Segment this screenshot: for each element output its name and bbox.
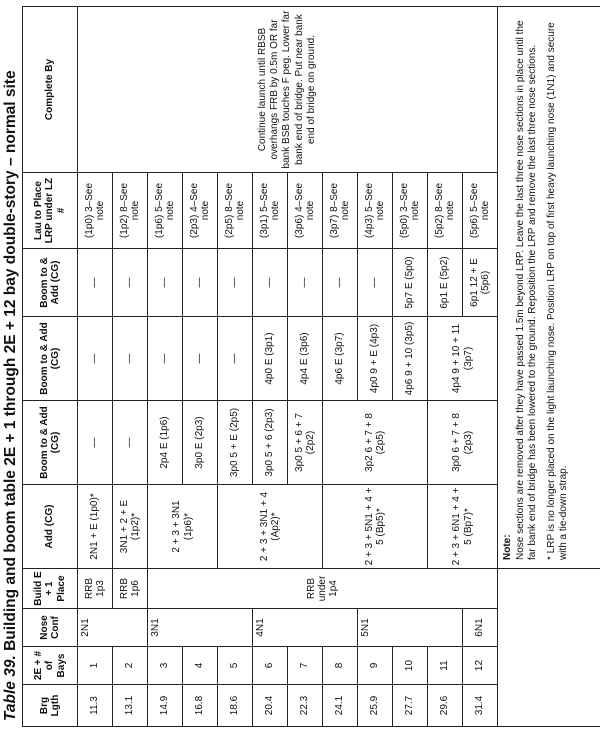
cell-bays: 3	[148, 647, 183, 685]
cell-boom-2: —	[148, 317, 183, 401]
header-nose-conf: Nose Conf	[23, 609, 78, 647]
cell-boom-1: 3p0 6 + 7 + 8 (2p3)	[428, 401, 498, 485]
cell-boom-2: 4p0 E (3p1)	[253, 317, 288, 401]
cell-boom-2: 4p4 9 + 10 + 11 (3p7)	[428, 317, 498, 401]
cell-boom-3: —	[113, 249, 148, 317]
cell-boom-1: 3p0 E (2p3)	[183, 401, 218, 485]
cell-nose: 2N1	[78, 609, 148, 647]
cell-boom-2: 4p6 9 + 10 (3p5)	[393, 317, 428, 401]
cell-complete: Continue launch until RBSB overhangs FRB by 0.5m OR far bank BSB touches F peg. Lower far bank end of bridge. Put near bank end of bridge on ground.	[78, 7, 498, 173]
cell-add: 2 + 3 + 3N1 (1p6)*	[148, 485, 218, 569]
cell-nose: 3N1	[148, 609, 253, 647]
cell-lau: (2p5) 8–See note	[218, 173, 253, 249]
table-title-text: Building and boom table 2E + 1 through 2E + 12 bay double-story – normal site	[2, 70, 19, 651]
cell-brg: 25.9	[358, 685, 393, 727]
cell-nose: 5N1	[358, 609, 463, 647]
cell-bays: 11	[428, 647, 463, 685]
cell-boom-2: 4p6 E (3p7)	[323, 317, 358, 401]
cell-nose: 4N1	[253, 609, 358, 647]
header-brg-lgth: Brg Lgth	[23, 685, 78, 727]
cell-brg: 27.7	[393, 685, 428, 727]
cell-boom-2: —	[113, 317, 148, 401]
cell-brg: 31.4	[463, 685, 498, 727]
cell-boom-3: —	[183, 249, 218, 317]
header-boom-3: Boom to & Add (CG)	[23, 249, 78, 317]
cell-brg: 24.1	[323, 685, 358, 727]
cell-lau: (5p0) 3–See note	[393, 173, 428, 249]
cell-brg: 20.4	[253, 685, 288, 727]
cell-build: RRB 1p6	[113, 569, 148, 609]
cell-boom-1: 3p2 6 + 7 + 8 (2p5)	[323, 401, 428, 485]
cell-lau: (1p0) 3–See note	[78, 173, 113, 249]
cell-boom-1: —	[113, 401, 148, 485]
table-number: Table 39.	[2, 655, 19, 721]
header-complete: Complete By	[23, 7, 78, 173]
cell-boom-3: —	[253, 249, 288, 317]
cell-bays: 8	[323, 647, 358, 685]
cell-brg: 22.3	[288, 685, 323, 727]
cell-bays: 2	[113, 647, 148, 685]
cell-boom-1: 3p0 5 + 6 (2p3)	[253, 401, 288, 485]
cell-bays: 1	[78, 647, 113, 685]
note-spacer	[498, 569, 600, 727]
cell-bays: 10	[393, 647, 428, 685]
cell-boom-2: —	[218, 317, 253, 401]
header-lau: Lau to Place LRP under LZ #	[23, 173, 78, 249]
cell-lau: (1p6) 5–See note	[148, 173, 183, 249]
cell-brg: 11.3	[78, 685, 113, 727]
cell-bays: 5	[218, 647, 253, 685]
cell-boom-2: —	[183, 317, 218, 401]
note-title: Note:	[502, 534, 513, 560]
cell-boom-1: 3p0 5 + E (2p5)	[218, 401, 253, 485]
cell-boom-3: —	[218, 249, 253, 317]
header-boom-1: Boom to & Add (CG)	[23, 401, 78, 485]
cell-bays: 12	[463, 647, 498, 685]
header-build: Build E + 1 Place	[23, 569, 78, 609]
cell-lau: (3p7) 8–See note	[323, 173, 358, 249]
note-paragraph-1: Nose sections are removed after they have passed 1.5m beyond LRP. Leave the last three nose sections in place until the far bank end of bridge has been lowered to the ground. Reposition the LRP and remove the last three nose sections.	[514, 20, 538, 560]
cell-brg: 14.9	[148, 685, 183, 727]
cell-add: 3N1 + 2 + E (1p2)*	[113, 485, 148, 569]
cell-boom-3: —	[323, 249, 358, 317]
cell-boom-3: —	[148, 249, 183, 317]
cell-lau: (4p3) 5–See note	[358, 173, 393, 249]
cell-add: 2 + 3 + 3N1 + 4 (Ap2)*	[218, 485, 323, 569]
cell-brg: 18.6	[218, 685, 253, 727]
cell-boom-3: —	[288, 249, 323, 317]
cell-lau: (3p1) 5–See note	[253, 173, 288, 249]
header-add: Add (CG)	[23, 485, 78, 569]
cell-build: RRB under 1p4	[148, 569, 498, 609]
cell-build: RRB 1p3	[78, 569, 113, 609]
cell-boom-3: 6p1 E (5p2)	[428, 249, 463, 317]
cell-boom-2: —	[78, 317, 113, 401]
header-row	[23, 7, 78, 727]
cell-boom-1: 3p0 5 + 6 + 7 (2p2)	[288, 401, 323, 485]
cell-bays: 9	[358, 647, 393, 685]
header-bays: 2E + # of Bays	[23, 647, 78, 685]
cell-add: 2 + 3 + 6N1 + 4 + 5 (Bp7)*	[428, 485, 498, 569]
cell-boom-1: 2p4 E (1p6)	[148, 401, 183, 485]
cell-lau: (3p6) 4–See note	[288, 173, 323, 249]
cell-boom-2: 4p4 E (3p6)	[288, 317, 323, 401]
cell-lau: (5p6) 5–See note	[463, 173, 498, 249]
cell-add: 2N1 + E (1p0)*	[78, 485, 113, 569]
cell-brg: 29.6	[428, 685, 463, 727]
cell-nose: 6N1	[463, 609, 498, 647]
cell-bays: 4	[183, 647, 218, 685]
header-boom-2: Boom to & Add (CG)	[23, 317, 78, 401]
building-boom-table	[22, 6, 600, 727]
cell-bays: 7	[288, 647, 323, 685]
cell-boom-3: —	[78, 249, 113, 317]
cell-boom-2: 4p0 9 + E (4p3)	[358, 317, 393, 401]
cell-add: 2 + 3 + 5N1 + 4 + 5 (Bp5)*	[323, 485, 428, 569]
cell-boom-3: —	[358, 249, 393, 317]
note-block	[498, 7, 600, 569]
cell-boom-3: 6p1 12 + E (5p6)	[463, 249, 498, 317]
cell-lau: (1p2) 8–See note	[113, 173, 148, 249]
cell-boom-3: 5p7 E (5p0)	[393, 249, 428, 317]
cell-lau: (2p3) 4–See note	[183, 173, 218, 249]
table-title	[2, 10, 22, 721]
cell-bays: 6	[253, 647, 288, 685]
note-row	[498, 7, 600, 727]
cell-brg: 16.8	[183, 685, 218, 727]
cell-lau: (5p2) 8–See note	[428, 173, 463, 249]
cell-brg: 13.1	[113, 685, 148, 727]
note-paragraph-2: * LRP is no longer placed on the light launching nose. Position LRP on top of first heavy launching nose (1N1) and secure with a tie-down strap.	[545, 22, 569, 560]
table-row	[78, 7, 113, 727]
cell-boom-1: —	[78, 401, 113, 485]
